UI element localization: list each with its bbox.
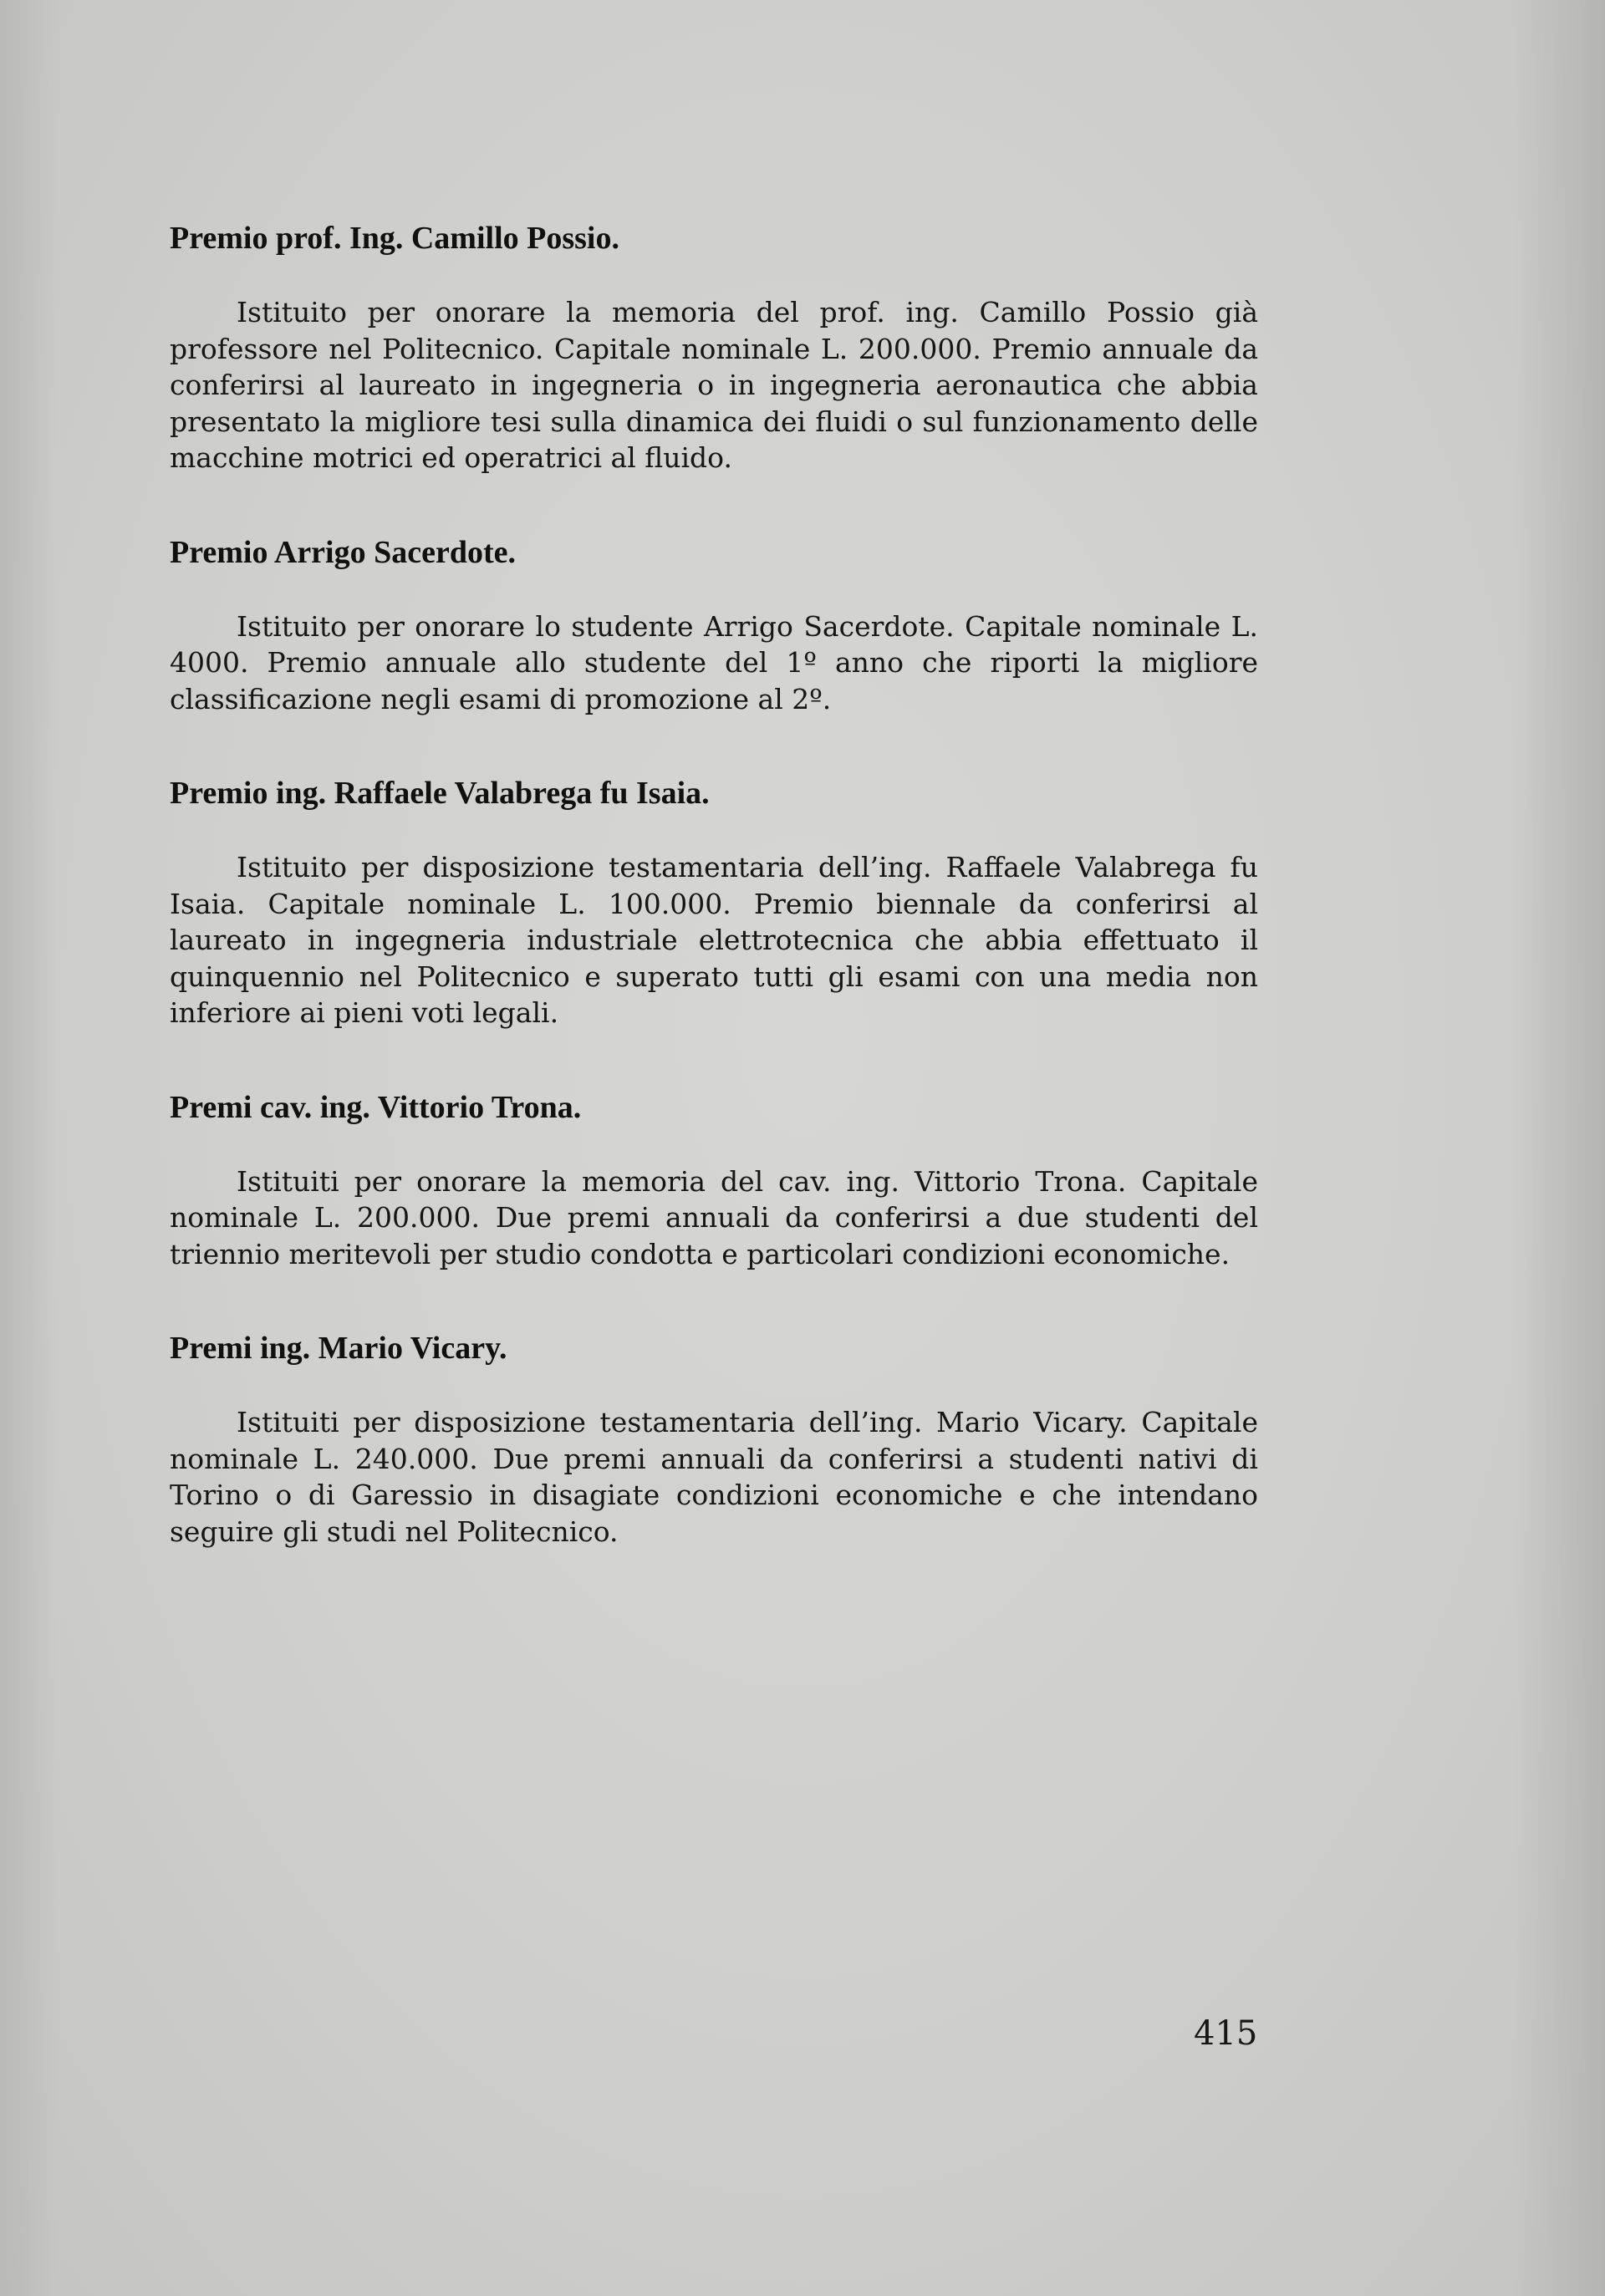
- section-body: Istituito per disposizione testamentaria dell’ing. Raffaele Valabrega fu Isaia. Capitale nominale L. 100.000. Premio biennale da conferirsi al laureato in ingegneria industriale elettrotecnica che abbia effettuato il quinquennio nel Politecnico e superato tutti gli esami con una media non inferiore ai pieni voti legali.: [170, 851, 1258, 1029]
- page-shadow-right: [1513, 0, 1605, 2296]
- page-content: [170, 219, 1258, 1606]
- section-heading: Premio ing. Raffaele Valabrega fu Isaia.: [170, 776, 710, 811]
- page-shadow-left: [0, 0, 59, 2296]
- prize-section-vicary: [170, 1329, 1258, 1550]
- section-body: Istituito per onorare lo studente Arrigo Sacerdote. Capitale nominale L. 4000. Premio annuale allo studente del 1º anno che riporti la migliore classificazione negli esami di promozione al 2º.: [170, 609, 1258, 715]
- page-number: 415: [1194, 2014, 1258, 2053]
- section-body: Istituiti per onorare la memoria del cav. ing. Vittorio Trona. Capitale nominale L. 200.000. Due premi annuali da conferirsi a due studenti del triennio meritevoli per studio condotta e particolari condizioni economiche.: [170, 1164, 1258, 1270]
- section-heading: Premi cav. ing. Vittorio Trona.: [170, 1089, 582, 1125]
- prize-section-trona: [170, 1088, 1258, 1273]
- section-heading: Premi ing. Mario Vicary.: [170, 1331, 507, 1366]
- section-body: Istituiti per disposizione testamentaria dell’ing. Mario Vicary. Capitale nominale L. 240.000. Due premi annuali da conferirsi a studenti nativi di Torino o di Garessio in disagiate condizioni economiche e che intendano seguire gli studi nel Politecnico.: [170, 1406, 1258, 1548]
- prize-section-sacerdote: [170, 533, 1258, 718]
- section-body: Istituito per onorare la memoria del prof. ing. Camillo Possio già professore nel Politecnico. Capitale nominale L. 200.000. Premio annuale da conferirsi al laureato in ingegneria o in ingegneria aeronautica che abbia presentato la migliore tesi sulla dinamica dei fluidi o sul funzionamento delle macchine motrici ed operatrici al fluido.: [170, 296, 1258, 474]
- prize-section-possio: [170, 219, 1258, 476]
- prize-section-valabrega: [170, 774, 1258, 1031]
- section-heading: Premio Arrigo Sacerdote.: [170, 534, 516, 570]
- section-heading: Premio prof. Ing. Camillo Possio.: [170, 221, 619, 256]
